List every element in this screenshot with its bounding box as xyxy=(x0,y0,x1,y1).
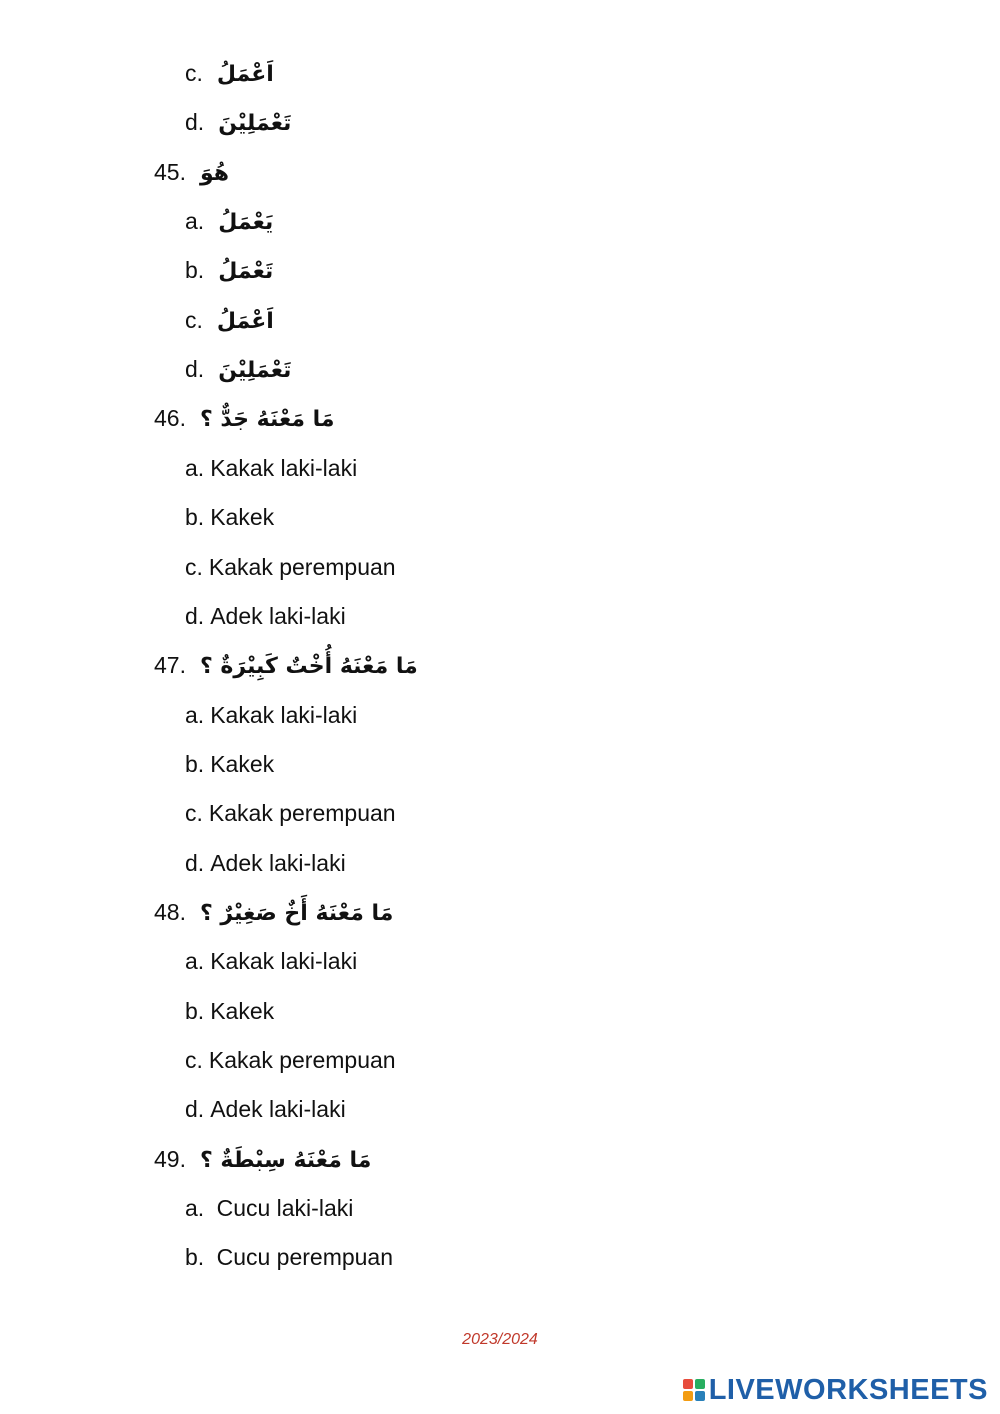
option-text: Adek laki-laki xyxy=(210,1096,346,1122)
question-arabic-text: مَا مَعْنَهُ جَدٌّ ؟ xyxy=(199,407,335,432)
answer-option[interactable] xyxy=(185,845,346,881)
option-letter: c. xyxy=(185,60,203,86)
option-letter: c. xyxy=(185,800,203,826)
option-text: Kakak laki-laki xyxy=(210,948,358,974)
question-number: 46. xyxy=(154,405,186,431)
option-arabic-text: اَعْمَلُ xyxy=(216,309,274,334)
option-letter: c. xyxy=(185,554,203,580)
answer-option[interactable] xyxy=(185,499,274,535)
option-arabic-text: تَعْمَلُ xyxy=(218,259,274,284)
question-arabic-text: مَا مَعْنَهُ أَخٌ صَغِيْرٌ ؟ xyxy=(199,901,394,926)
answer-option[interactable] xyxy=(185,1042,396,1078)
brand-watermark[interactable] xyxy=(683,1372,988,1408)
option-letter: b. xyxy=(185,504,205,530)
question-item xyxy=(154,894,393,930)
logo-square xyxy=(695,1379,705,1389)
answer-option[interactable] xyxy=(185,993,274,1029)
brand-name: LIVEWORKSHEETS xyxy=(708,1373,988,1406)
question-number: 47. xyxy=(154,652,186,678)
option-arabic-text: يَعْمَلُ xyxy=(218,210,274,235)
question-number: 49. xyxy=(154,1146,186,1172)
option-letter: a. xyxy=(185,702,205,728)
question-item xyxy=(154,154,229,190)
option-text: Kakak perempuan xyxy=(208,800,396,826)
question-arabic-text: مَا مَعْنَهُ أُخْتٌ كَبِيْرَةٌ ؟ xyxy=(199,654,418,679)
answer-option[interactable] xyxy=(185,795,396,831)
answer-option[interactable] xyxy=(185,1091,346,1127)
option-text: Kakak perempuan xyxy=(208,1047,396,1073)
answer-option[interactable] xyxy=(185,1190,353,1226)
option-letter: b. xyxy=(185,1244,205,1270)
question-number: 48. xyxy=(154,899,186,925)
option-text: Kakak perempuan xyxy=(208,554,396,580)
liveworksheets-logo-icon xyxy=(683,1379,705,1401)
logo-square xyxy=(683,1379,693,1389)
question-arabic-text: هُوَ xyxy=(199,161,230,186)
option-text: Kakek xyxy=(210,751,275,777)
option-text: Kakek xyxy=(210,998,275,1024)
option-letter: d. xyxy=(185,356,205,382)
option-letter: b. xyxy=(185,998,205,1024)
answer-option[interactable] xyxy=(185,104,291,140)
answer-option[interactable] xyxy=(185,302,274,338)
answer-option[interactable] xyxy=(185,252,273,288)
logo-square xyxy=(695,1391,705,1401)
option-letter: d. xyxy=(185,850,205,876)
answer-option[interactable] xyxy=(185,549,396,585)
option-letter: c. xyxy=(185,307,203,333)
option-letter: a. xyxy=(185,208,205,234)
option-letter: c. xyxy=(185,1047,203,1073)
option-text: Adek laki-laki xyxy=(210,603,346,629)
logo-square xyxy=(683,1391,693,1401)
option-arabic-text: تَعْمَلِيْنَ xyxy=(218,358,292,383)
answer-option[interactable] xyxy=(185,55,274,91)
option-letter: b. xyxy=(185,257,205,283)
option-letter: d. xyxy=(185,603,205,629)
option-arabic-text: تَعْمَلِيْنَ xyxy=(218,111,292,136)
question-item xyxy=(154,1141,371,1177)
answer-option[interactable] xyxy=(185,203,273,239)
option-letter: a. xyxy=(185,948,205,974)
option-letter: a. xyxy=(185,455,205,481)
option-letter: a. xyxy=(185,1195,205,1221)
option-text: Kakak laki-laki xyxy=(210,702,358,728)
option-text: Adek laki-laki xyxy=(210,850,346,876)
answer-option[interactable] xyxy=(185,746,274,782)
option-letter: d. xyxy=(185,109,205,135)
option-text: Cucu perempuan xyxy=(210,1244,394,1270)
answer-option[interactable] xyxy=(185,450,357,486)
answer-option[interactable] xyxy=(185,598,346,634)
option-arabic-text: اَعْمَلُ xyxy=(216,62,274,87)
option-text: Kakek xyxy=(210,504,275,530)
question-arabic-text: مَا مَعْنَهُ سِبْطَةٌ ؟ xyxy=(199,1148,372,1173)
answer-option[interactable] xyxy=(185,697,357,733)
answer-option[interactable] xyxy=(185,1239,393,1275)
question-item xyxy=(154,647,418,683)
answer-option[interactable] xyxy=(185,943,357,979)
question-item xyxy=(154,400,335,436)
option-letter: b. xyxy=(185,751,205,777)
option-letter: d. xyxy=(185,1096,205,1122)
option-text: Kakak laki-laki xyxy=(210,455,358,481)
footer-year: 2023/2024 xyxy=(462,1331,538,1348)
option-text: Cucu laki-laki xyxy=(210,1195,354,1221)
question-number: 45. xyxy=(154,159,186,185)
answer-option[interactable] xyxy=(185,351,291,387)
